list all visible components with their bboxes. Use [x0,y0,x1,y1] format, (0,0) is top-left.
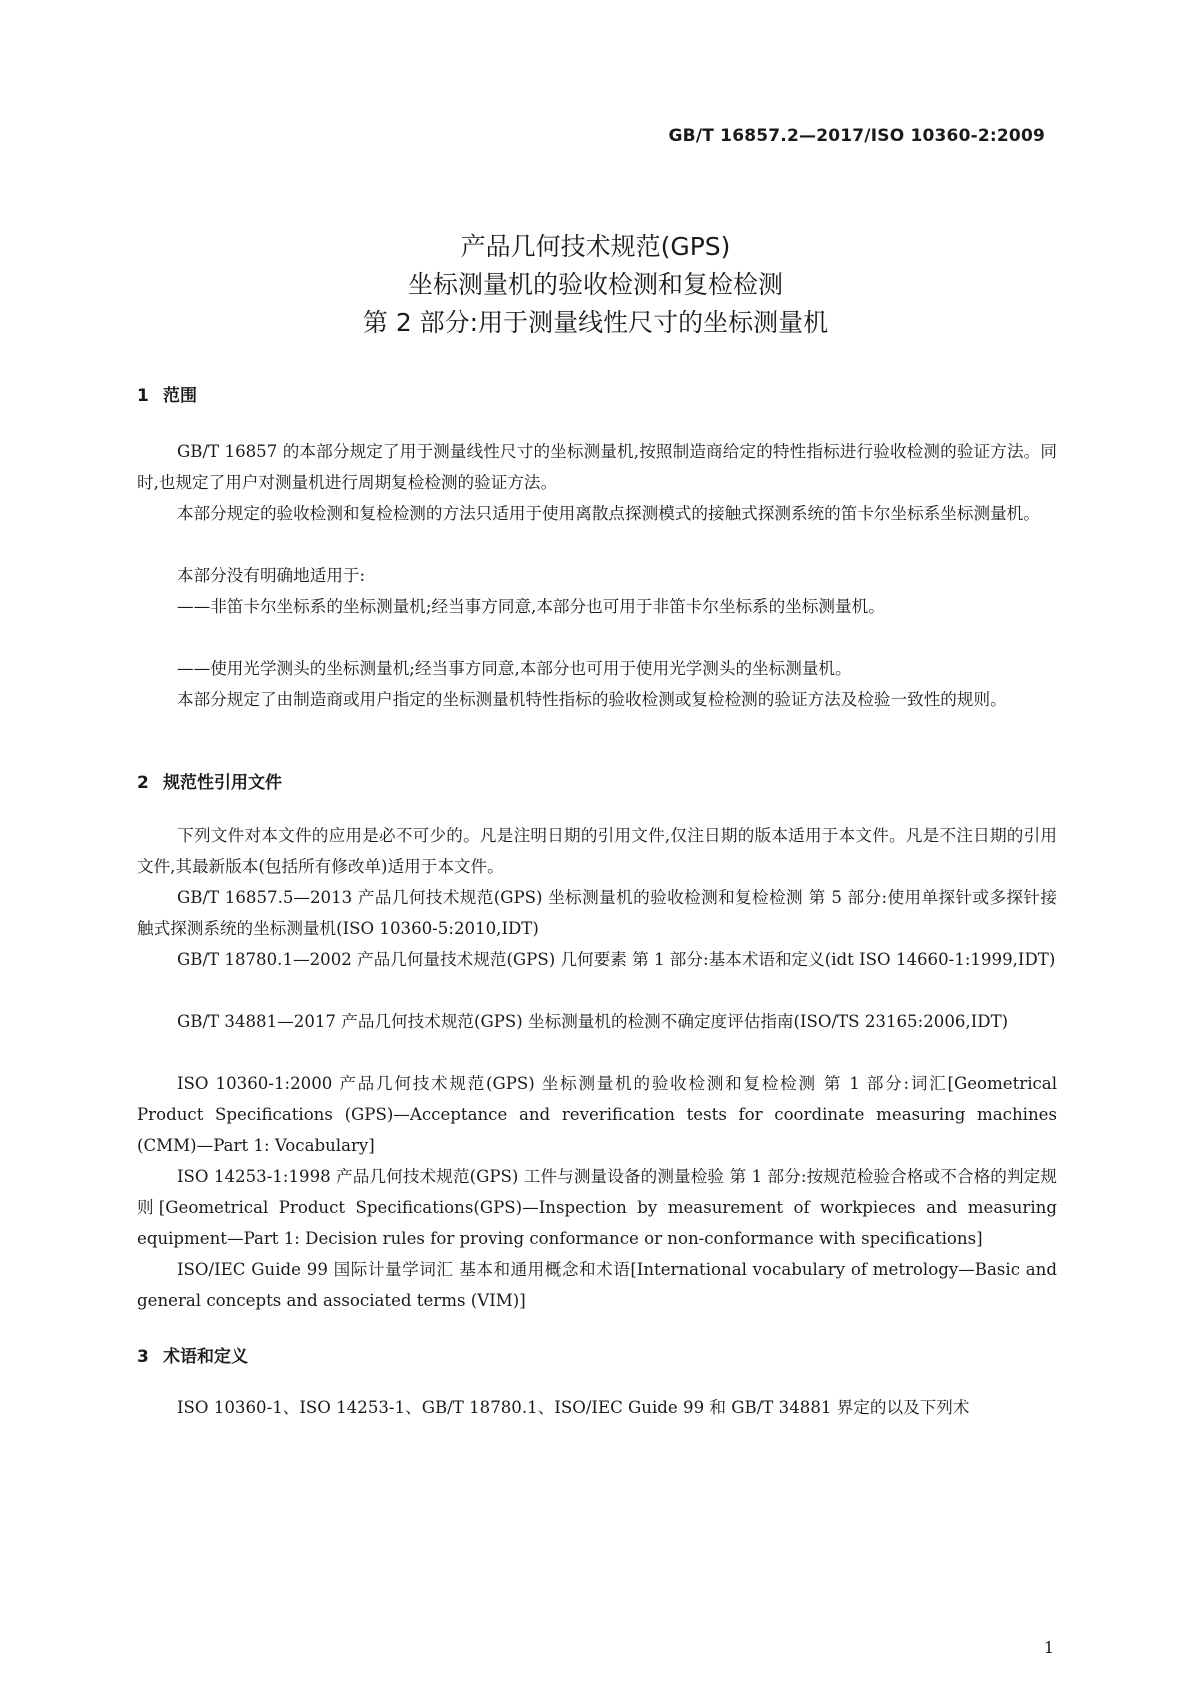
section-number: 1 [137,386,149,406]
section-title: 规范性引用文件 [163,773,282,793]
paragraph: 本部分没有明确地适用于: [177,566,366,585]
section-heading-2 [137,768,282,793]
paragraph: ISO 10360-1、ISO 14253-1、GB/T 18780.1、ISO/IEC Guide 99 和 GB/T 34881 界定的以及下列术 [177,1398,970,1417]
reference-entry: ISO/IEC Guide 99 国际计量学词汇 基本和通用概念和术语[International vocabulary of metrology—Basic and general concepts and associated terms (VIM)] [137,1260,1057,1310]
paragraph: GB/T 16857 的本部分规定了用于测量线性尺寸的坐标测量机,按照制造商给定的特性指标进行验收检测的验证方法。同时,也规定了用户对测量机进行周期复检检测的验证方法。 [137,442,1057,492]
section-number: 2 [137,773,149,793]
standard-code: GB/T 16857.2—2017/ISO 10360-2:2009 [668,126,1045,146]
list-item: ——非笛卡尔坐标系的坐标测量机;经当事方同意,本部分也可用于非笛卡尔坐标系的坐标测量机。 [177,597,885,616]
section-title: 范围 [163,386,197,406]
reference-entry: GB/T 16857.5—2013 产品几何技术规范(GPS) 坐标测量机的验收检测和复检检测 第 5 部分:使用单探针或多探针接触式探测系统的坐标测量机(ISO 10360-5:2010,IDT) [137,888,1057,938]
page-number: 1 [1043,1638,1054,1657]
section-heading-3 [137,1342,248,1367]
section-heading-1 [137,381,197,406]
paragraph: 本部分规定的验收检测和复检检测的方法只适用于使用离散点探测模式的接触式探测系统的笛卡尔坐标系坐标测量机。 [177,504,1040,523]
section-number: 3 [137,1347,149,1367]
title-line-3: 第 2 部分:用于测量线性尺寸的坐标测量机 [362,308,829,337]
list-item: ——使用光学测头的坐标测量机;经当事方同意,本部分也可用于使用光学测头的坐标测量机。 [177,659,852,678]
title-line-1: 产品几何技术规范(GPS) [460,232,731,261]
reference-entry: GB/T 18780.1—2002 产品几何量技术规范(GPS) 几何要素 第 1 部分:基本术语和定义(idt ISO 14660-1:1999,IDT) [177,950,1056,969]
reference-entry: ISO 10360-1:2000 产品几何技术规范(GPS) 坐标测量机的验收检测和复检检测 第 1 部分:词汇[Geometrical Product Specifications (GPS)—Acceptance and reverification tests for coordinate measuring machines (CMM)—Part 1: Vocabulary] [137,1074,1057,1155]
title-line-2: 坐标测量机的验收检测和复检检测 [407,270,783,299]
section-title: 术语和定义 [163,1347,248,1367]
paragraph: 本部分规定了由制造商或用户指定的坐标测量机特性指标的验收检测或复检检测的验证方法及检验一致性的规则。 [177,690,1007,709]
paragraph: 下列文件对本文件的应用是必不可少的。凡是注明日期的引用文件,仅注日期的版本适用于本文件。凡是不注日期的引用文件,其最新版本(包括所有修改单)适用于本文件。 [137,826,1057,876]
reference-entry: GB/T 34881—2017 产品几何技术规范(GPS) 坐标测量机的检测不确定度评估指南(ISO/TS 23165:2006,IDT) [177,1012,1009,1031]
reference-entry: ISO 14253-1:1998 产品几何技术规范(GPS) 工件与测量设备的测量检验 第 1 部分:按规范检验合格或不合格的判定规则[Geometrical Product Specifications(GPS)—Inspection by measurement of workpieces and measuring equipment—Part 1: Decision rules for proving conformance or non-conformance with specifications] [137,1167,1057,1248]
document-title [0,228,1191,342]
